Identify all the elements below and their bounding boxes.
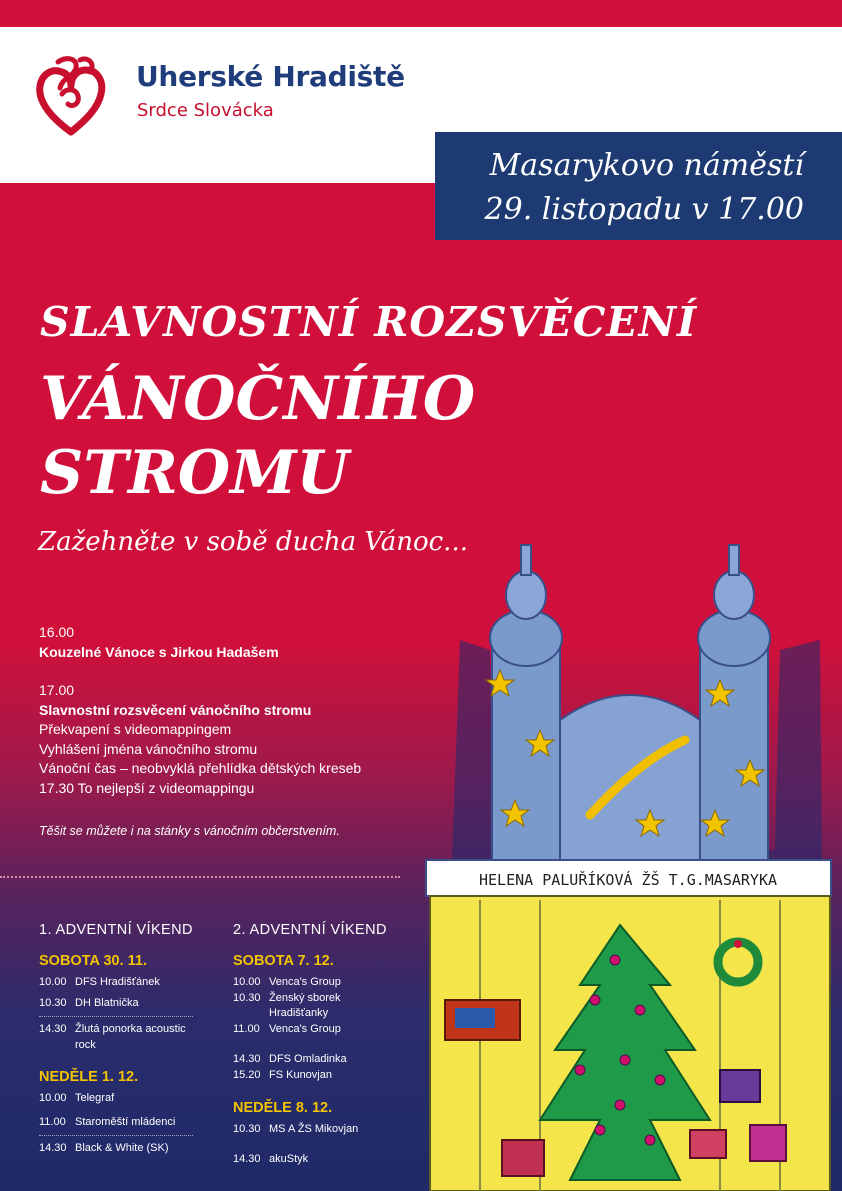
event-row	[233, 991, 387, 1022]
day-title: NEDĚLE 1. 12.	[39, 1069, 139, 1085]
program-item-4: Vyhlášení jména vánočního stromu	[39, 740, 258, 757]
event-name: Ženský sborek Hradišťanky	[269, 991, 341, 1019]
event-place: Masarykovo náměstí	[489, 148, 804, 183]
event-row	[233, 1122, 387, 1138]
event-row	[233, 1022, 387, 1038]
church-christmas-drawing	[420, 530, 842, 1191]
event-row	[39, 1115, 193, 1131]
weekend-title: 2. ADVENTNÍ VÍKEND	[233, 922, 387, 938]
event-name: Venca's Group	[269, 976, 341, 988]
program-item-2: Slavnostní rozsvěcení vánočního stromu	[39, 701, 312, 718]
event-time: 10.00	[39, 1092, 67, 1104]
top-red-strip	[0, 0, 842, 27]
spacer	[39, 662, 361, 681]
event-time: 15.20	[233, 1068, 261, 1081]
event-row	[233, 1052, 387, 1068]
event-row	[233, 1068, 387, 1084]
event-row	[39, 1091, 193, 1107]
event-row	[39, 1016, 193, 1053]
event-row	[233, 975, 387, 991]
event-name: DFS Hradišťánek	[75, 976, 160, 988]
event-place-date-box	[435, 132, 842, 240]
event-row	[39, 1135, 193, 1157]
weekend-title: 1. ADVENTNÍ VÍKEND	[39, 922, 193, 938]
headline-main	[40, 362, 475, 510]
day-title: NEDĚLE 8. 12.	[233, 1100, 333, 1116]
event-time: 14.30	[233, 1152, 261, 1165]
event-time: 10.00	[39, 976, 67, 988]
event-name: Žlutá ponorka acoustic rock	[75, 1023, 186, 1051]
program-item-6: 17.30 To nejlepší z videomappingu	[39, 779, 255, 796]
event-row	[39, 996, 193, 1012]
day-title: SOBOTA 30. 11.	[39, 953, 147, 969]
day-title: SOBOTA 7. 12.	[233, 953, 334, 969]
event-time: 14.30	[39, 1023, 67, 1035]
program-item-3: Překvapení s videomappingem	[39, 721, 232, 737]
event-name: Venca's Group	[269, 1022, 341, 1035]
brand-subtitle: Srdce Slovácka	[137, 100, 274, 121]
event-time: 14.30	[233, 1053, 261, 1065]
event-time: 10.30	[233, 1123, 261, 1135]
event-date: 29. listopadu v 17.00	[484, 192, 804, 227]
drawing-caption: HELENA PALUŘÍKOVÁ ŽŠ T.G.MASARYKA	[478, 871, 778, 889]
event-name: DFS Omladinka	[269, 1053, 347, 1065]
event-time: 10.30	[233, 991, 261, 1004]
headline-line-1: SLAVNOSTNÍ ROZSVĚCENÍ	[40, 298, 698, 346]
headline-line-3: STROMU	[40, 438, 349, 508]
event-time: 10.30	[39, 996, 67, 1009]
event-name: Black & White (SK)	[75, 1142, 169, 1154]
event-name: DH Blatnička	[75, 996, 139, 1009]
advent-weekend-2	[233, 922, 387, 1167]
dotted-divider	[0, 876, 400, 878]
headline-line-2: VÁNOČNÍHO	[40, 364, 476, 434]
event-name: Telegraf	[75, 1092, 115, 1104]
heart-logo-icon	[36, 54, 106, 136]
event-time: 11.00	[39, 1115, 66, 1128]
event-time: 11.00	[233, 1022, 260, 1035]
event-row	[233, 1152, 387, 1168]
event-time: 10.00	[233, 976, 261, 988]
event-name: Staroměští mládenci	[75, 1115, 176, 1128]
program-item-1: Kouzelné Vánoce s Jirkou Hadašem	[39, 643, 279, 660]
brand-title: Uherské Hradiště	[136, 60, 405, 93]
program-time-2: 17.00	[39, 682, 75, 698]
program-note: Těšit se můžete i na stánky s vánočním občerstvením.	[39, 824, 340, 838]
program-item-5: Vánoční čas – neobvyklá přehlídka dětských kreseb	[39, 760, 362, 776]
event-row	[39, 975, 193, 991]
event-name: MS A ŽS Mikovjan	[269, 1123, 359, 1135]
event-name: akuStyk	[269, 1152, 309, 1165]
advent-weekend-1	[39, 922, 193, 1157]
event-time: 14.30	[39, 1142, 67, 1154]
program-time-1: 16.00	[39, 624, 75, 640]
program-list	[39, 623, 361, 798]
event-name: FS Kunovjan	[269, 1068, 332, 1081]
tagline: Zažehněte v sobě ducha Vánoc...	[38, 527, 468, 557]
